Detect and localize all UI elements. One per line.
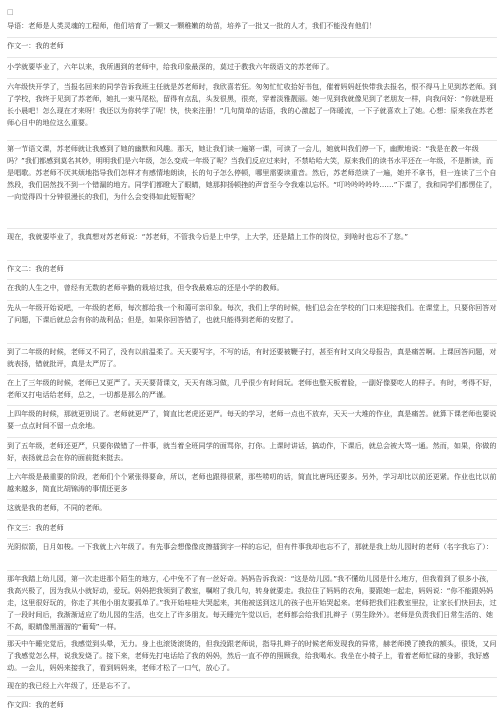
paragraph: 在上了三年级的时候，老师已又更严了。天天要背课文，天天有练习做，几乎很少有时间玩。老师也整天板着脸，一副好像要吃人的样子。有时，考得不好，老师又打电话给老师，总之，一切都是那么的严谨。 <box>7 378 497 399</box>
paragraph: 到了二年级的时候，老师又不同了，没有以前温柔了。天天要写字，不写的话，有时还要被鞭子打，甚至有时又向父母报告，真是痛苦啊。上课回答问题，对就表扬，错就批评，真是太严厉了。 <box>7 347 497 368</box>
page-corner-mark: □ <box>7 8 14 16</box>
divider <box>7 374 497 375</box>
paragraph: 先从一年级开始说吧，一年级的老师，每次都给我一个和蔼可亲印象。每次，我们上学的时候，他们总会在学校的门口来迎接我们。在课堂上，只要你回答对了问题，下课后就总会有你的战利品；但是，如果你回答错了，也就只能得到老师的安慰了。 <box>7 303 497 324</box>
divider <box>7 37 497 38</box>
divider <box>7 696 497 697</box>
divider <box>7 78 497 79</box>
divider <box>7 279 497 280</box>
divider <box>7 519 497 520</box>
paragraph: 现在的我已经上六年级了，还是忘不了。 <box>7 681 135 690</box>
divider <box>7 677 497 678</box>
divider <box>7 437 497 438</box>
divider <box>7 300 497 301</box>
divider <box>7 570 497 571</box>
intro-paragraph: 导语：老师是人类灵魂的工程师，他们培育了一颗又一颗稚嫩的幼苗，培养了一批又一批的人才，我们不能没有他们！ <box>7 21 376 30</box>
section-heading-2: 作文二：我的老师 <box>7 264 64 273</box>
divider <box>7 57 497 58</box>
paragraph: 小学就要毕业了，六年以来，我所遇到的老师中，给我印象最深的，莫过于教我六年级语文的苏老师了。 <box>7 62 334 71</box>
paragraph: 在我的人生之中，曾经有无数的老师辛勤的栽培过我，但令我最难忘的还是小学的教师。 <box>7 283 284 292</box>
divider <box>7 405 497 406</box>
paragraph: 上四年级的时候，那就更别说了。老师就更严了，简直比老虎还更严。每天的学习，老师一点也不放弃，天天一大堆的作业，真是痛苦。就算下课老师也要说要一点点时间不留一点余地。 <box>7 409 497 430</box>
divider <box>7 635 497 636</box>
paragraph: 上六年级是最重要的阶段，老师们个个紧张得要命，所以，老师也跟得很紧，那些唠叨的话，简直比唐玛还要多。另外，学习却比以前还更紧。作业也比以前越来越多，简直比胡锦涛的事情还更多 <box>7 472 497 493</box>
divider <box>7 499 497 500</box>
divider <box>7 538 497 539</box>
paragraph: 第一节语文课，苏老师就让我感到了她的幽默和风趣。那天，她让我们读一遍第一课，可读了一会儿，她就叫我们停一下，幽默地说：“我是在教一年级吗？”我们都感到莫名其妙，明明我们是六年级，怎么变成一年级了呢？当我们反应过来时，不禁哈哈大笑，原来我们的读书水平还在一年级，不是断读，而是唱歌。苏老师不厌其烦地指导我们怎样才有感情地朗读，长的句子怎么停顿，哪里需要读重音。然后，苏老师范读了一遍，她并不拿书，但一连读了三个自然段，我们居然找不到一个错漏的地方。同学们都瞪大了眼睛，她那抑扬顿挫的声音至今令我难以忘怀。“叮呤呤呤呤呤……”下课了，我和同学们都愣住了，一向觉得四十分钟很漫长的我们，为什么会变得如此短暂呢？ <box>7 144 497 201</box>
divider <box>7 468 497 469</box>
paragraph: 六年级快开学了，当报名回来的同学告诉我班主任就是苏老师时，我欣喜若狂。匆匆忙忙收拾好书包，催着妈妈赶快带我去报名，恨不得马上见到苏老师。到了学校，我终于见到了苏老师，她扎一束马尾松，留得有点乱，头发很黑，很亮，穿着淡雅靓丽。她一见到我就像见到了老朋友一样，向我问好：“你就是班长小晨吧！怎么现在才来呀！我还以为你转学了呢！快，快来注册！”几句简单的话语，我的心激起了一阵暖流，一下子就喜欢上了她。心想：原来我在苏老师心目中的地位这么重要。 <box>7 82 497 127</box>
paragraph: 到了五年级，老师还更严，只要你做错了一件事，就当着全班同学的面骂你，打你。上课时讲话，搞动作，下课后，就总会被大骂一通。然而，如果，你做的好，表扬就总会在你的面前挺来挺去。 <box>7 441 497 462</box>
section-heading-3: 作文三：我的老师 <box>7 523 64 532</box>
section-heading-4: 作文四：我的老师 <box>7 700 64 709</box>
divider <box>7 140 497 141</box>
paragraph: 这就是我的老师，不同的老师。 <box>7 503 107 512</box>
divider <box>7 343 497 344</box>
paragraph: 那天中午睡完觉后，我感觉到头晕，无力。身上也滚烫滚烫的，但我没跟老师说，指导扎辫子的时候老师发现我的异常，赫老师摸了摸我的额头，很烫，又问了我感觉怎么样，说我发烧了。接下来，老师先打电话给了我的妈妈，然后一直不停的照顾我，给我喝水。我坐在小椅子上，看着老师忙碌的身影，我好感动。一会儿，妈妈来接我了，看到妈妈来，老师才松了一口气，放心了。 <box>7 639 497 672</box>
paragraph: 那年我踏上幼儿园，第一次走进那个陌生的地方，心中免不了有一丝好奇。妈妈告诉我说：“这是幼儿园。”我不懂幼儿园是什么地方，但我看到了很多小孩，我高兴极了，因为我从小就好动，爱玩。妈妈把我领到了教室，嘱咐了我几句，转身就要走。我拉住了妈妈的衣角，要跟她一起走，妈妈说：“你不能跟妈妈走，这里很好玩的，你走了其他小朋友要孤单了。”我开始哇哇大哭起来，其他被送到这儿的孩子也开始哭起来。老师把我们往教室里拉，让家长们快回去，过了一段时间后，我渐渐适应了幼儿园的生活，也交上了许多朋友。每天睡完午觉以后，老师都会给我们扎辫子（男生除外）。老师是负责我们日常生活的、她不高，眼睛像黑溜溜的“葡萄”一样。 <box>7 574 497 631</box>
divider <box>7 260 497 261</box>
paragraph: 现在，我就要毕业了，我真想对苏老师说：“苏老师，不管我今后是上中学，上大学，还是踏上工作的岗位，到啥时也忘不了您。” <box>7 232 409 241</box>
divider <box>7 228 497 229</box>
section-heading-1: 作文一：我的老师 <box>7 41 64 50</box>
paragraph: 光阴似箭，日月如梭。一下我就上六年级了。有先事会想像像皮擦擂到字一样的忘记，但有件事我却也忘不了，那就是我上幼儿园时的老师（名字我忘了）： <box>7 542 493 551</box>
